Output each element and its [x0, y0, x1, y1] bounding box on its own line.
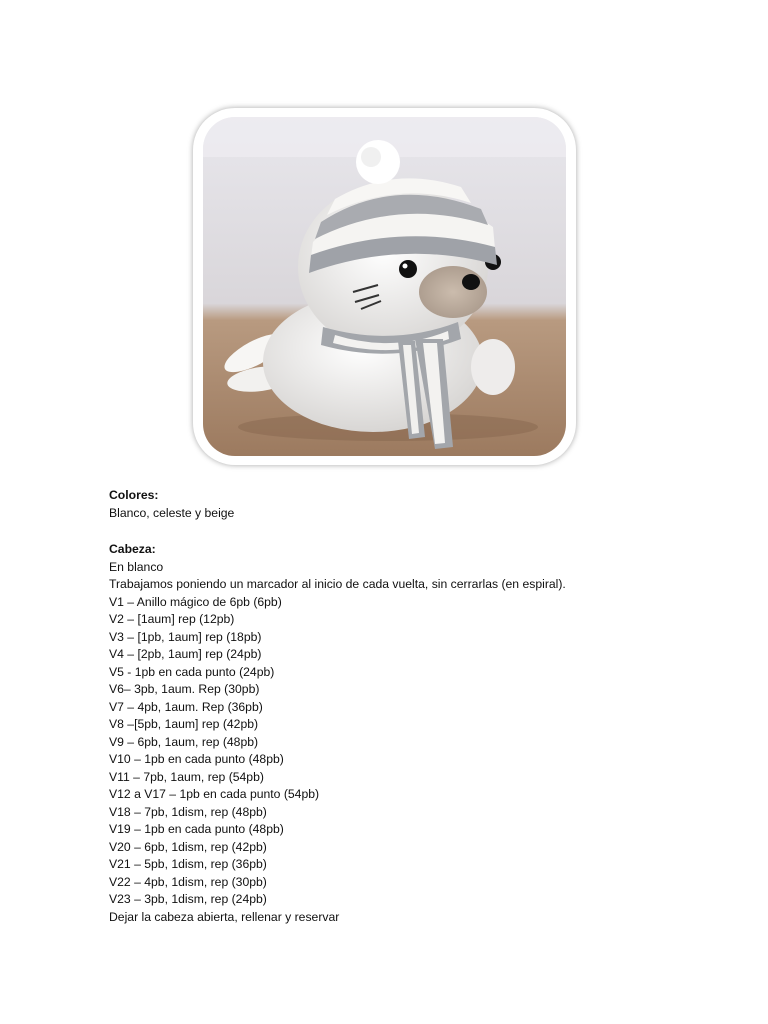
round-line: V1 – Anillo mágico de 6pb (6pb)	[109, 594, 282, 609]
closing-instruction: Dejar la cabeza abierta, rellenar y reservar	[109, 909, 340, 924]
round-line: V11 – 7pb, 1aum, rep (54pb)	[109, 769, 264, 784]
head-heading: Cabeza:	[109, 542, 156, 556]
round-line: V22 – 4pb, 1dism, rep (30pb)	[109, 874, 267, 889]
colors-text: Blanco, celeste y beige	[109, 505, 235, 520]
round-line: V4 – [2pb, 1aum] rep (24pb)	[109, 647, 262, 661]
round-line: V19 – 1pb en cada punto (48pb)	[109, 822, 284, 836]
round-line: V5 - 1pb en cada punto (24pb)	[109, 664, 275, 679]
instruction-line: En blanco	[109, 559, 164, 574]
photo-frame	[193, 108, 576, 465]
section-spacer	[109, 522, 709, 541]
round-line: V6– 3pb, 1aum. Rep (30pb)	[109, 682, 260, 696]
round-line: V12 a V17 – 1pb en cada punto (54pb)	[109, 787, 320, 801]
round-line: V7 – 4pb, 1aum. Rep (36pb)	[109, 699, 263, 714]
round-line: V9 – 6pb, 1aum, rep (48pb)	[109, 734, 259, 749]
round-line: V2 – [1aum] rep (12pb)	[109, 612, 235, 626]
round-line: V8 –[5pb, 1aum] rep (42pb)	[109, 717, 259, 731]
round-line: V21 – 5pb, 1dism, rep (36pb)	[109, 857, 267, 871]
round-line: V20 – 6pb, 1dism, rep (42pb)	[109, 839, 267, 854]
pattern-text	[109, 487, 709, 926]
round-line: V3 – [1pb, 1aum] rep (18pb)	[109, 629, 262, 644]
instruction-line: Trabajamos poniendo un marcador al inicio de cada vuelta, sin cerrarlas (en espiral).	[109, 577, 566, 591]
round-line: V18 – 7pb, 1dism, rep (48pb)	[109, 804, 267, 819]
round-line: V23 – 3pb, 1dism, rep (24pb)	[109, 892, 267, 906]
colors-heading: Colores:	[109, 488, 159, 502]
amigurumi-seal-photo	[203, 117, 566, 456]
round-line: V10 – 1pb en cada punto (48pb)	[109, 752, 284, 766]
